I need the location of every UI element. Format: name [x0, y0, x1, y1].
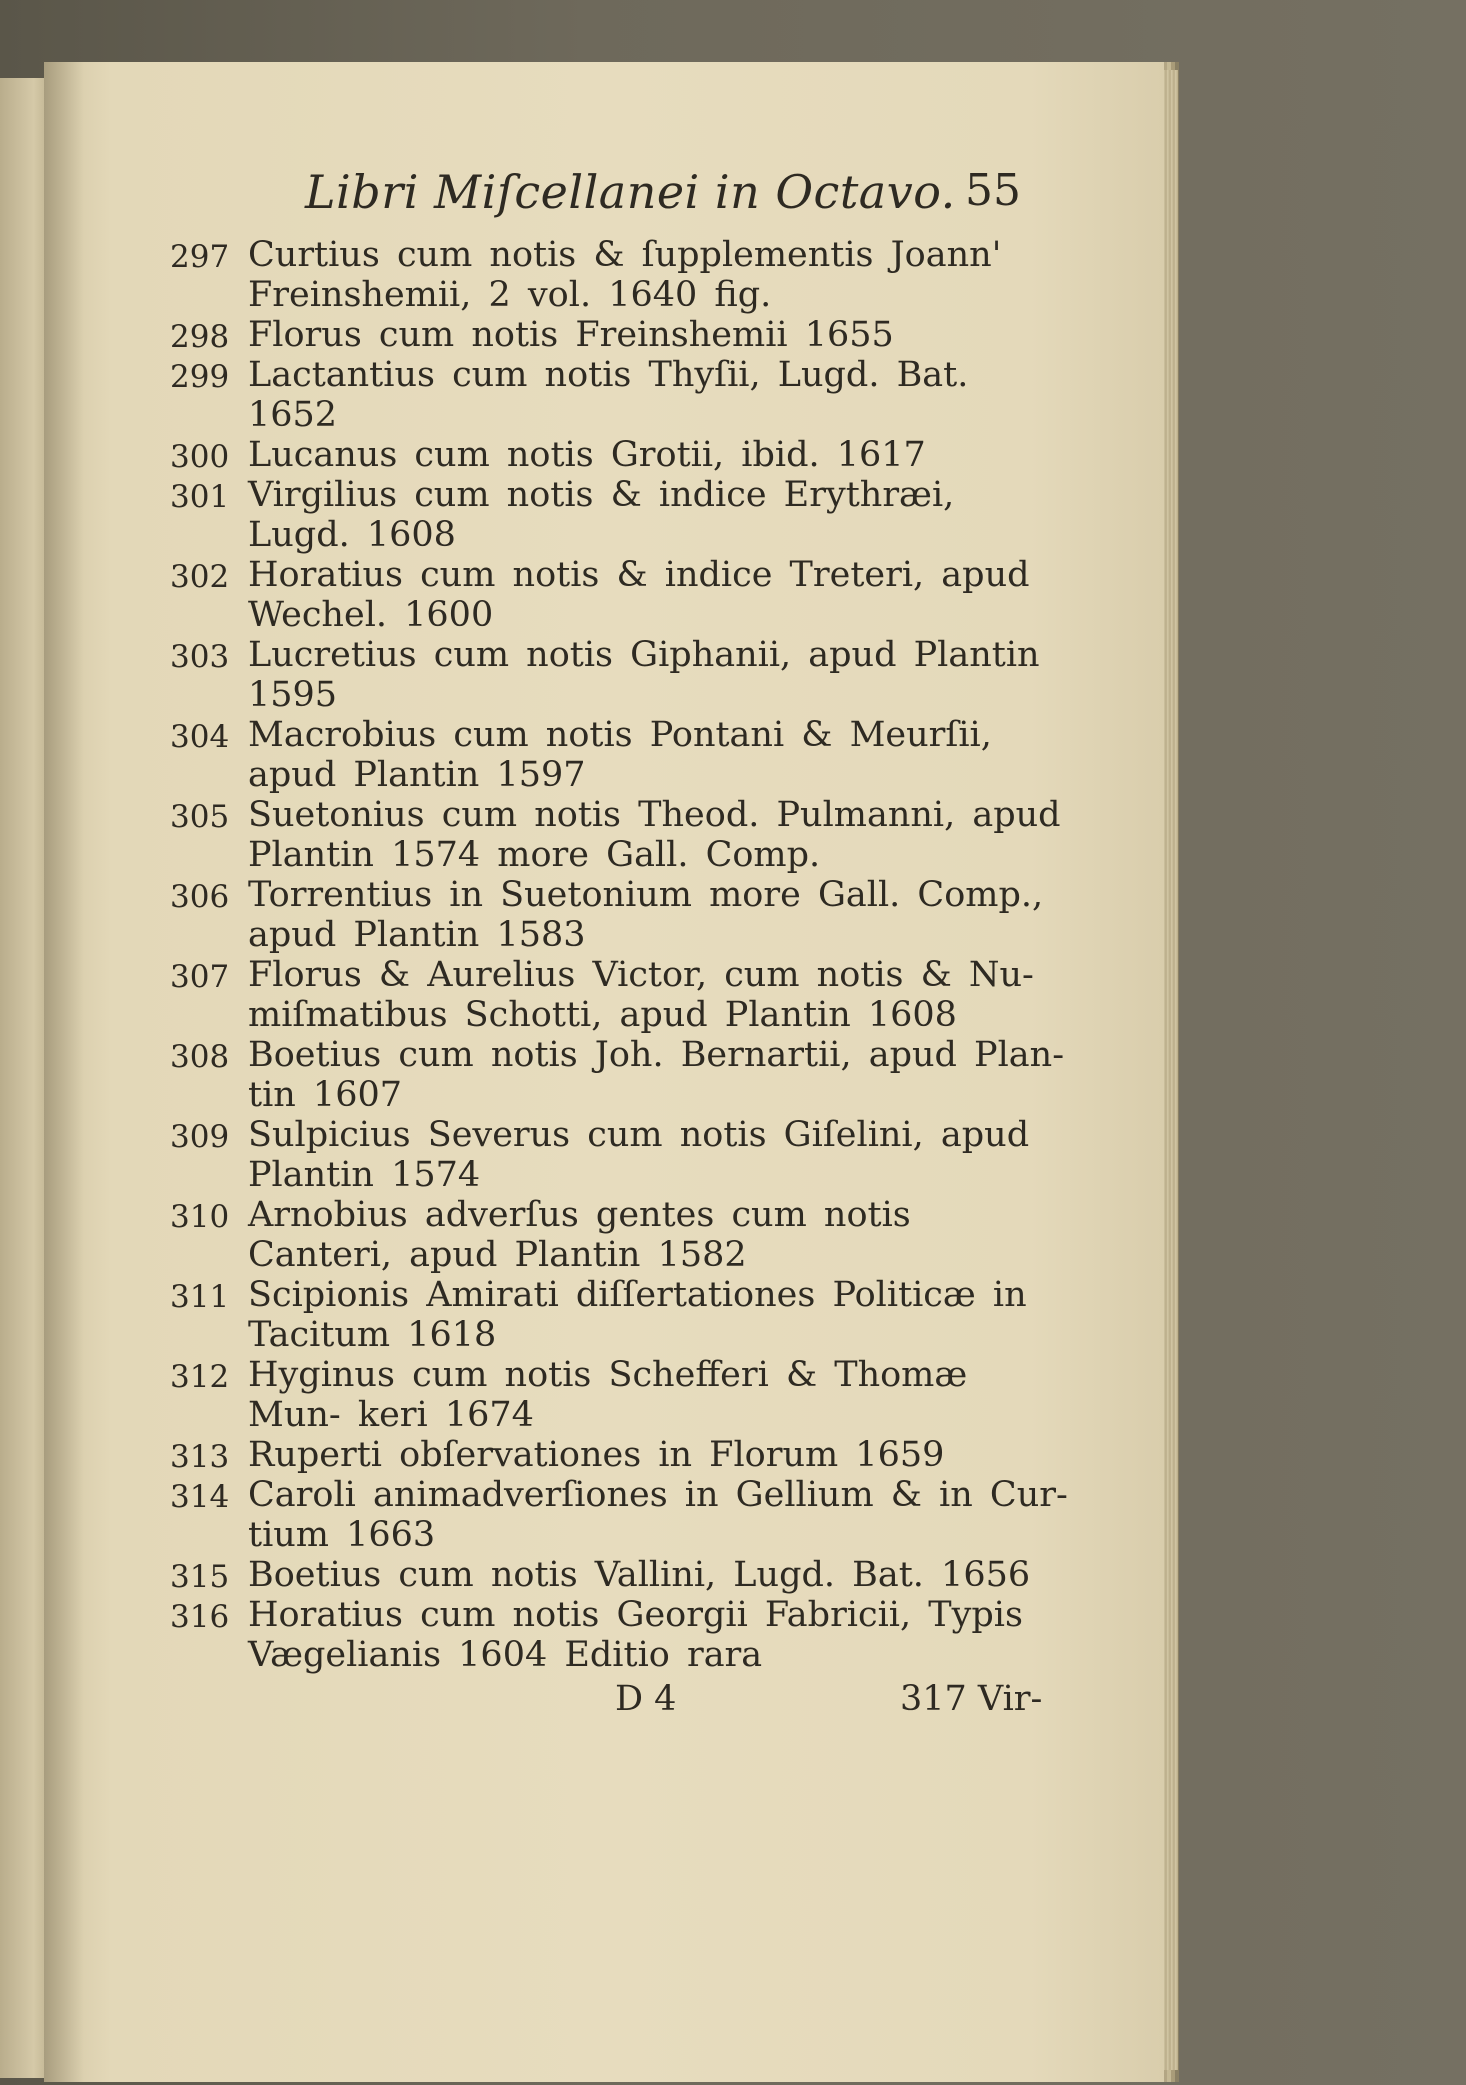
- catalogue-entry: [170, 955, 1070, 1035]
- entry-number: 301: [170, 479, 230, 515]
- catalogue-entry: [170, 1115, 1070, 1195]
- entry-number: 316: [170, 1599, 230, 1635]
- page-footer: [170, 1679, 1070, 1729]
- entry-number: 298: [170, 319, 230, 355]
- catalogue-entry: [170, 635, 1070, 715]
- entry-number: 297: [170, 239, 230, 275]
- catalogue-entry: [170, 315, 1070, 355]
- catalogue-entry: [170, 1555, 1070, 1595]
- entry-description: Florus & Aurelius Victor, cum notis & Nu- miſmatibus Schotti, apud Plantin 1608: [248, 955, 1034, 1035]
- entry-description: Curtius cum notis & ſupplementis Joann' Freinshemii, 2 vol. 1640 fig.: [248, 235, 1002, 315]
- page-number: 55: [965, 165, 1021, 216]
- entry-description: Arnobius adverſus gentes cum notis Canteri, apud Plantin 1582: [248, 1195, 911, 1275]
- entry-number: 300: [170, 439, 230, 475]
- entry-description: Hyginus cum notis Schefferi & Thomæ Mun- keri 1674: [248, 1355, 968, 1435]
- entry-description: Suetonius cum notis Theod. Pulmanni, apud Plantin 1574 more Gall. Comp.: [248, 795, 1061, 875]
- catalogue-entry: [170, 715, 1070, 795]
- catalogue-entry: [170, 795, 1070, 875]
- entry-number: 299: [170, 359, 230, 395]
- entry-description: Virgilius cum notis & indice Erythræi, Lugd. 1608: [248, 475, 955, 555]
- page-text-block: [170, 165, 1070, 1729]
- entry-number: 312: [170, 1359, 230, 1395]
- entry-description: Ruperti obſervationes in Florum 1659: [248, 1435, 945, 1475]
- catalogue-entry: [170, 235, 1070, 315]
- catalogue-entry: [170, 555, 1070, 635]
- catalogue-entry: [170, 1355, 1070, 1435]
- page-stack-edge: [1164, 70, 1178, 2070]
- entry-description: Caroli animadverſiones in Gellium & in Cur- tium 1663: [248, 1475, 1068, 1555]
- entry-number: 305: [170, 799, 230, 835]
- catalogue-entry: [170, 1195, 1070, 1275]
- catchword: 317 Vir-: [900, 1679, 1043, 1719]
- entry-description: Horatius cum notis & indice Treteri, apud Wechel. 1600: [248, 555, 1030, 635]
- entry-number: 303: [170, 639, 230, 675]
- entry-number: 314: [170, 1479, 230, 1515]
- entry-description: Sulpicius Severus cum notis Giſelini, apud Plantin 1574: [248, 1115, 1030, 1195]
- entry-description: Macrobius cum notis Pontani & Meurſii, apud Plantin 1597: [248, 715, 992, 795]
- catalogue-entry: [170, 435, 1070, 475]
- running-title: Libri Miſcellanei in Octavo.: [305, 165, 956, 219]
- catalogue-entry: [170, 1435, 1070, 1475]
- entry-number: 304: [170, 719, 230, 755]
- catalogue-entry: [170, 1595, 1070, 1675]
- entry-description: Lactantius cum notis Thyſii, Lugd. Bat. 1652: [248, 355, 969, 435]
- catalogue-entry: [170, 875, 1070, 955]
- entry-number: 306: [170, 879, 230, 915]
- entry-number: 302: [170, 559, 230, 595]
- entry-number: 307: [170, 959, 230, 995]
- entry-number: 310: [170, 1199, 230, 1235]
- catalogue-entry: [170, 1275, 1070, 1355]
- entry-description: Lucretius cum notis Giphanii, apud Plantin 1595: [248, 635, 1040, 715]
- entry-number: 313: [170, 1439, 230, 1475]
- catalogue-entry: [170, 355, 1070, 435]
- entry-number: 309: [170, 1119, 230, 1155]
- catalogue-entry: [170, 475, 1070, 555]
- entry-description: Horatius cum notis Georgii Fabricii, Typis Vægelianis 1604 Editio rara: [248, 1595, 1023, 1675]
- entry-description: Florus cum notis Freinshemii 1655: [248, 315, 894, 355]
- entry-description: Boetius cum notis Vallini, Lugd. Bat. 1656: [248, 1555, 1031, 1595]
- entry-number: 308: [170, 1039, 230, 1075]
- signature-mark: D 4: [615, 1679, 677, 1719]
- entry-description: Boetius cum notis Joh. Bernartii, apud Plan- tin 1607: [248, 1035, 1065, 1115]
- facing-page-edge: [0, 78, 50, 2078]
- catalogue-entry: [170, 1475, 1070, 1555]
- entry-description: Scipionis Amirati diſſertationes Politicæ in Tacitum 1618: [248, 1275, 1027, 1355]
- page-header: [170, 165, 1070, 235]
- catalogue-entries: [170, 235, 1070, 1675]
- entry-description: Lucanus cum notis Grotii, ibid. 1617: [248, 435, 926, 475]
- entry-description: Torrentius in Suetonium more Gall. Comp., apud Plantin 1583: [248, 875, 1044, 955]
- entry-number: 315: [170, 1559, 230, 1595]
- entry-number: 311: [170, 1279, 230, 1315]
- spine-shadow: [44, 62, 84, 2082]
- catalogue-entry: [170, 1035, 1070, 1115]
